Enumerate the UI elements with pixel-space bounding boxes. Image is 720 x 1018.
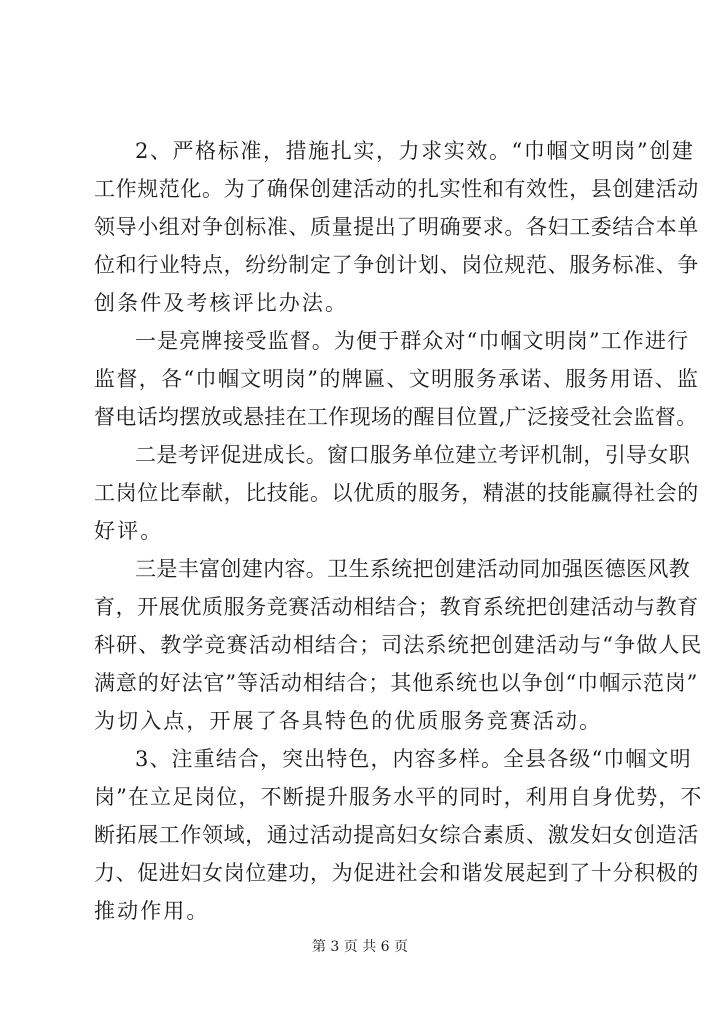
paragraph-3-line-1: 二是考评促进成长。窗口服务单位建立考评机制，引导女职 xyxy=(135,443,691,467)
paragraph-2-line-2: 监督，各“巾帼文明岗”的牌匾、文明服务承诺、服务用语、监 xyxy=(94,367,700,391)
paragraph-1-line-2: 工作规范化。为了确保创建活动的扎实性和有效性，县创建活动 xyxy=(94,177,699,201)
paragraph-5-line-1: 3、注重结合，突出特色，内容多样。全县各级“巾帼文明 xyxy=(135,747,692,771)
paragraph-2-line-3: 督电话均摆放或悬挂在工作现场的醒目位置,广泛接受社会监督。 xyxy=(94,405,698,429)
paragraph-3-line-3: 好评。 xyxy=(94,519,164,543)
paragraph-5-line-2: 岗”在立足岗位，不断提升服务水平的同时，利用自身优势，不 xyxy=(94,785,703,809)
paragraph-4-line-3: 科研、教学竞赛活动相结合；司法系统把创建活动与“争做人民 xyxy=(94,633,703,657)
paragraph-4-line-5: 为切入点，开展了各具特色的优质服务竞赛活动。 xyxy=(94,709,603,733)
paragraph-5-line-4: 力、促进妇女岗位建功，为促进社会和谐发展起到了十分积极的 xyxy=(94,861,699,885)
page-number-footer: 第 3 页 共 6 页 xyxy=(311,939,409,955)
paragraph-1-line-4: 位和行业特点，纷纷制定了争创计划、岗位规范、服务标准、争 xyxy=(94,253,699,277)
paragraph-1-line-5: 创条件及考核评比办法。 xyxy=(94,291,349,315)
paragraph-2-line-1: 一是亮牌接受监督。为便于群众对“巾帼文明岗”工作进行 xyxy=(135,329,690,353)
paragraph-1-line-3: 领导小组对争创标准、质量提出了明确要求。各妇工委结合本单 xyxy=(94,215,699,239)
paragraph-1-line-1: 2、严格标准，措施扎实，力求实效。“巾帼文明岗”创建 xyxy=(135,139,695,163)
paragraph-3-line-2: 工岗位比奉献，比技能。以优质的服务，精湛的技能赢得社会的 xyxy=(94,481,699,505)
paragraph-5-line-5: 推动作用。 xyxy=(94,899,210,923)
paragraph-5-line-3: 断拓展工作领域，通过活动提高妇女综合素质、激发妇女创造活 xyxy=(94,823,699,847)
paragraph-4-line-4: 满意的好法官”等活动相结合；其他系统也以争创“巾帼示范岗” xyxy=(94,671,699,695)
paragraph-4-line-1: 三是丰富创建内容。卫生系统把创建活动同加强医德医风教 xyxy=(135,557,691,581)
paragraph-4-line-2: 育，开展优质服务竞赛活动相结合；教育系统把创建活动与教育 xyxy=(94,595,699,619)
